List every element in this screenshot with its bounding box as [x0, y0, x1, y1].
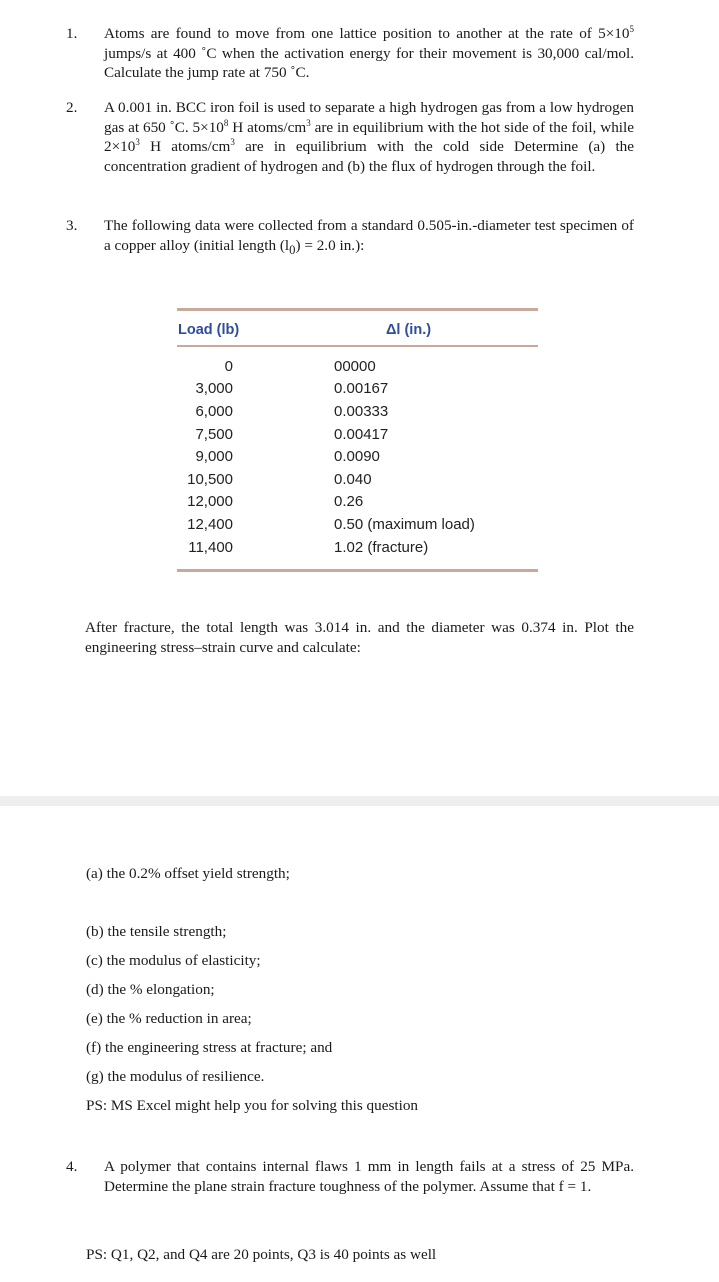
column-header-load: Load (lb): [178, 322, 240, 338]
question-3: [66, 216, 634, 260]
page-separator: [0, 796, 719, 806]
sub-question-item: (a) the 0.2% offset yield strength;: [86, 865, 290, 882]
question-1: [66, 24, 634, 83]
sub-question-item: (e) the % reduction in area;: [86, 1010, 252, 1027]
cell-delta-l: 00000: [334, 357, 376, 375]
table-row: [177, 445, 538, 468]
table-row: [177, 400, 538, 423]
cell-delta-l: 0.26: [334, 493, 364, 511]
table-body: [177, 347, 538, 558]
table-row: [177, 468, 538, 491]
table-bottom-rule: [177, 569, 538, 572]
excel-note: PS: MS Excel might help you for solving this question: [86, 1097, 419, 1114]
sub-question-item: (g) the modulus of resilience.: [86, 1068, 265, 1085]
question-text: A 0.001 in. BCC iron foil is used to separate a high hydrogen gas from a low hydrogen gas at 650 ˚C. $5\times 10^8$ H atoms/$cm^3$ are in equilibrium with the hot side of the foil, while $2\times 10^3$ H atoms/$cm^3$ are in equilibrium with the cold side Determine (a) the concentration gradient of hydrogen and (b) the flux of hydrogen through the foil.: [104, 99, 634, 175]
after-fracture-text: [85, 618, 634, 657]
question-number: 1.: [66, 25, 78, 42]
table-row: [177, 536, 538, 559]
question-number: 4.: [66, 1158, 78, 1175]
cell-delta-l: 0.00333: [334, 402, 389, 420]
cell-load: 9,000: [195, 448, 233, 466]
cell-delta-l: 0.00167: [334, 380, 389, 398]
cell-load: 6,000: [195, 402, 233, 420]
load-elongation-table: [177, 308, 538, 572]
sub-question-item: (c) the modulus of elasticity;: [86, 952, 261, 969]
table-header: [177, 311, 538, 338]
cell-delta-l: 1.02 (fracture): [334, 538, 429, 556]
question-4: [66, 1157, 634, 1196]
cell-delta-l: 0.0090: [334, 448, 380, 466]
question-text: The following data were collected from a standard 0.505-in.-diameter test specimen of a copper alloy (initial length $(l_0) = 2.0$ in.):: [104, 217, 634, 257]
cell-delta-l: 0.50 (maximum load): [334, 515, 475, 533]
column-header-delta-l: Δl (in.): [386, 322, 432, 338]
cell-load: 7,500: [195, 425, 233, 443]
after-fracture-paragraph: After fracture, the total length was 3.014 in. and the diameter was 0.374 in. Plot the engineering stress–strain curve and calculate:: [85, 619, 634, 656]
cell-load: 0: [224, 357, 233, 375]
cell-load: 10,500: [187, 470, 233, 488]
cell-load: 12,000: [187, 493, 233, 511]
question-text: Atoms are found to move from one lattice position to another at the rate of $5\times 10^5$ jumps/s at 400 ˚C when the activation energy for their movement is 30,000 cal/mol. Calculate the jump rate at 750 ˚C.: [104, 24, 634, 81]
sub-question-item: (f) the engineering stress at fracture; and: [86, 1039, 333, 1056]
question-2: [66, 98, 634, 176]
sub-question-item: (b) the tensile strength;: [86, 923, 227, 940]
document-page-2: [0, 806, 719, 1282]
cell-load: 3,000: [195, 380, 233, 398]
question-text: A polymer that contains internal flaws 1 mm in length fails at a stress of 25 MPa. Determine the plane strain fracture toughness of the polymer. Assume that f = 1.: [104, 1158, 634, 1195]
cell-load: 12,400: [187, 515, 233, 533]
sub-question-item: (d) the % elongation;: [86, 981, 215, 998]
cell-delta-l: 0.00417: [334, 425, 389, 443]
table-row: [177, 355, 538, 378]
question-number: 2.: [66, 99, 78, 116]
cell-load: 11,400: [188, 538, 233, 556]
table-row: [177, 423, 538, 446]
question-number: 3.: [66, 217, 78, 234]
table-row: [177, 513, 538, 536]
cell-delta-l: 0.040: [334, 470, 372, 488]
points-footer: PS: Q1, Q2, and Q4 are 20 points, Q3 is 40 points as well: [86, 1246, 437, 1263]
table-row: [177, 378, 538, 401]
table-row: [177, 491, 538, 514]
